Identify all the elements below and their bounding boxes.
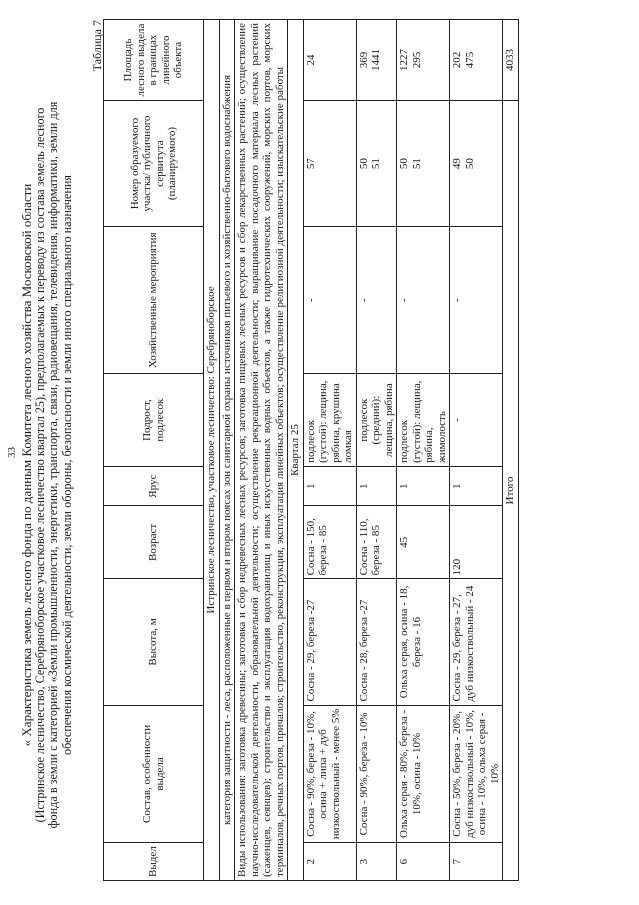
cell-activities: - bbox=[303, 227, 356, 374]
table-row bbox=[303, 20, 356, 881]
cell-plot-number bbox=[303, 101, 356, 227]
quarter-row bbox=[288, 20, 304, 881]
page-number: 33 bbox=[6, 447, 18, 458]
header-age: Возраст bbox=[104, 506, 204, 579]
area-value: 24 bbox=[304, 54, 317, 66]
cell-composition: Ольха серая - 80%, береза - 10%, осина - 10% bbox=[397, 705, 450, 843]
total-value: 4033 bbox=[503, 20, 519, 101]
cell-undergrowth: - bbox=[450, 374, 503, 467]
cell-undergrowth: подлесок (средний): лещина, рябина bbox=[356, 374, 397, 467]
cell-vydel: 7 bbox=[450, 843, 503, 881]
plot-value: 50 bbox=[357, 158, 370, 170]
cell-plot-number bbox=[397, 101, 450, 227]
table-label: Таблица 7 bbox=[90, 20, 104, 72]
cell-height: Ольха серая, осина - 18, береза - 16 bbox=[397, 579, 450, 705]
cell-area bbox=[356, 20, 397, 101]
header-plot-number: Номер образуемого участка/ публичного сервитута (планируемого) bbox=[104, 101, 204, 227]
cell-undergrowth: подлесок (густой): лещина, рябина, жимолость bbox=[397, 374, 450, 467]
cell-age: 45 bbox=[397, 506, 450, 579]
header-vydel: Выдел bbox=[104, 843, 204, 881]
plot-value: 51 bbox=[410, 158, 423, 170]
cell-height: Сосна - 29, береза -27 bbox=[303, 579, 356, 705]
cell-height: Сосна - 28, береза -27 bbox=[356, 579, 397, 705]
header-activities: Хозяйственные мероприятия bbox=[104, 227, 204, 374]
area-value: 1227 bbox=[398, 49, 410, 72]
header-area: Площадь лесного выдела в границах линейного объекта bbox=[104, 20, 204, 101]
cell-undergrowth: подлесок (густой): лещина, рябина, крушина ломкая bbox=[303, 374, 356, 467]
section-title: Истринское лесничество, участковое лесничество: Серебряноборское bbox=[204, 20, 220, 881]
total-row bbox=[503, 20, 519, 881]
area-value: 1441 bbox=[370, 49, 382, 72]
area-value: 295 bbox=[410, 51, 423, 69]
cell-tier: 1 bbox=[397, 466, 450, 506]
cell-area bbox=[450, 20, 503, 101]
cell-area bbox=[303, 20, 356, 101]
cell-composition: Сосна - 90%, береза - 10%, осина + липа + дуб низкоствольный - менее 5% bbox=[303, 705, 356, 843]
cell-activities: - bbox=[397, 227, 450, 374]
cell-height: Сосна - 29, береза - 27, дуб низкоствольный - 24 bbox=[450, 579, 503, 705]
document-header bbox=[20, 65, 74, 865]
header-line-2: (Истринское лесничество, Серебряноборское участковое лесничество квартал 25), предполагаемых к переводу из состава земель лесного bbox=[32, 107, 47, 823]
cell-tier: 1 bbox=[303, 466, 356, 506]
usage-types: Виды использования: заготовка древесины; заготовка и сбор недревесных лесных ресурсов; заготовка пищевых лесных ресурсов и сбор лекарственных растений; осуществление научно-исследовательской деятельности, образовательной деятельности; осуществление рекреационной деятельности; выращивание посадочного материала лесных растений (саженцев, сеянцев); строительство и эксплуатация водохранилищ и иных искусственных водных объектов, а также гидротехнических сооружений, морских портов, морских терминалов, речных портов, причалов; строительство, реконструкция, эксплуатация линейных объектов; осуществление религиозной деятельности; изыскательские работы bbox=[235, 20, 288, 881]
header-composition: Состав, особенности выдела bbox=[104, 705, 204, 843]
cell-composition: Сосна - 50%, береза - 20%, дуб низкоствольный - 10%, осина - 10%, ольха серая - 10% bbox=[450, 705, 503, 843]
cell-vydel: 3 bbox=[356, 843, 397, 881]
section-row bbox=[204, 20, 220, 881]
total-label: Итого bbox=[503, 101, 519, 881]
header-line-3: фонда в земли с категорией «Земли промышленности, энергетики, транспорта, связи, радиовещания, телевидения, информатики, земли для bbox=[46, 101, 60, 829]
header-line-4: обеспечения космической деятельности, земли обороны, безопасности и земли иного специального назначения bbox=[59, 175, 74, 756]
forest-table bbox=[103, 19, 519, 881]
plot-value: 51 bbox=[370, 158, 382, 170]
header-tier: Ярус bbox=[104, 466, 204, 506]
table-header-row bbox=[104, 20, 204, 881]
plot-value: 50 bbox=[398, 158, 410, 170]
cell-activities: - bbox=[356, 227, 397, 374]
cell-activities: - bbox=[450, 227, 503, 374]
plot-value: 49 bbox=[451, 158, 463, 170]
cell-plot-number bbox=[450, 101, 503, 227]
area-value: 475 bbox=[463, 51, 476, 69]
table-row bbox=[356, 20, 397, 881]
quarter-title: Квартал 25 bbox=[288, 20, 304, 881]
cell-tier: 1 bbox=[356, 466, 397, 506]
plot-value: 57 bbox=[304, 158, 317, 170]
area-value: 369 bbox=[357, 51, 370, 69]
cell-vydel: 2 bbox=[303, 843, 356, 881]
category-row bbox=[219, 20, 235, 881]
area-value: 202 bbox=[451, 51, 463, 69]
header-line-1: « Характеристика земель лесного фонда по данным Комитета лесного хозяйства Московской области bbox=[19, 183, 34, 747]
plot-value: 50 bbox=[463, 158, 476, 170]
header-undergrowth: Подрост, подлесок bbox=[104, 374, 204, 467]
cell-tier: 1 bbox=[450, 466, 503, 506]
table-row bbox=[450, 20, 503, 881]
protection-category: категория защитности - леса, расположенные в первом и втором поясах зон санитарной охраны источников питьевого и хозяйственно-бытового водоснабжения bbox=[219, 20, 235, 881]
cell-composition: Сосна - 90%, береза - 10% bbox=[356, 705, 397, 843]
cell-age: 120 bbox=[450, 506, 503, 579]
usage-row bbox=[235, 20, 288, 881]
header-height: Высота, м bbox=[104, 579, 204, 705]
cell-area bbox=[397, 20, 450, 101]
cell-plot-number bbox=[356, 101, 397, 227]
cell-age: Сосна - 150, береза - 85 bbox=[303, 506, 356, 579]
cell-vydel: 6 bbox=[397, 843, 450, 881]
table-row bbox=[397, 20, 450, 881]
cell-age: Сосна - 110, береза - 85 bbox=[356, 506, 397, 579]
